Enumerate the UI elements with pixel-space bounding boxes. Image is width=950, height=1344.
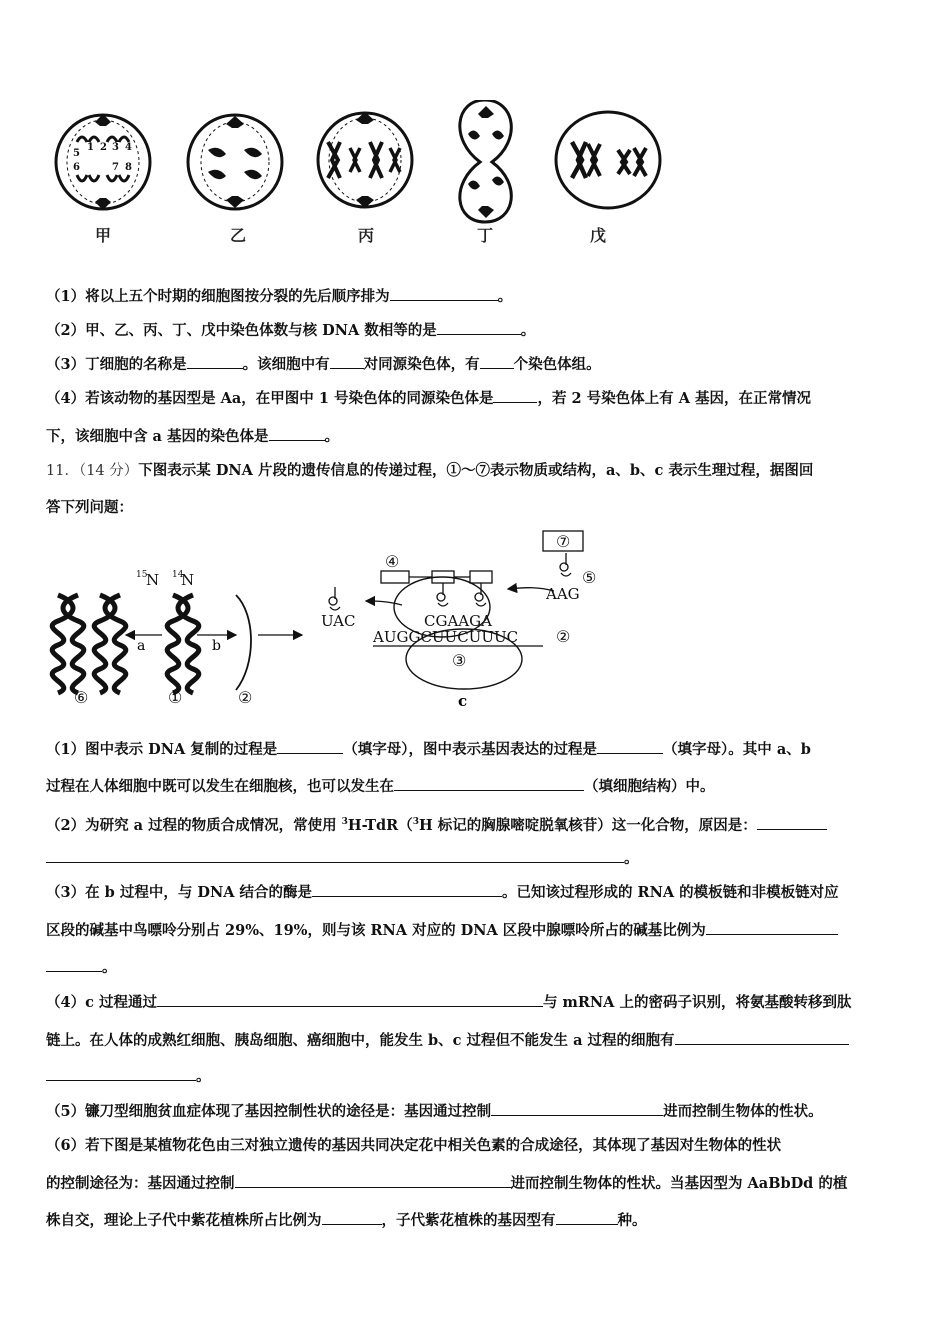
- answer-blank[interactable]: [322, 1210, 382, 1225]
- q10-part4: （4）若该动物的基因型是 Aa，在甲图中 1 号染色体的同源染色体是 ，若 2 号染色体上有 A 基因，在正常情况: [46, 390, 811, 407]
- q11-part1-cont: 过程在人体细胞中既可以发生在细胞核，也可以发生在 （填细胞结构）中。: [46, 778, 715, 795]
- q11-part4: （4）c 过程通过 与 mRNA 上的密码子识别，将氨基酸转移到肽: [46, 994, 852, 1011]
- answer-blank[interactable]: [437, 320, 521, 335]
- answer-blank[interactable]: [277, 739, 343, 754]
- gene-expression-diagram: [40, 525, 610, 720]
- jia-number-7: 7: [112, 162, 119, 173]
- dna-helix-6: [52, 595, 84, 693]
- jia-number-2: 2: [100, 142, 107, 153]
- anticodon-left: UAC: [321, 612, 356, 630]
- q10-part3: （3）丁细胞的名称是 。该细胞中有 对同源染色体，有 个染色体组。: [46, 356, 601, 373]
- circled-7: ⑦: [556, 532, 571, 551]
- answer-blank[interactable]: [390, 286, 498, 301]
- cell-label-bing: 丙: [358, 226, 375, 245]
- answer-blank[interactable]: [330, 354, 364, 369]
- q11-part2-cont: 。: [46, 848, 908, 869]
- q11-part3-cont: 区段的碱基中鸟嘌呤分别占 29%、19%，则与该 RNA 对应的 DNA 区段中腺嘌呤所占的碱基比例为: [46, 920, 908, 941]
- answer-blank[interactable]: [480, 354, 514, 369]
- process-b-label: b: [212, 638, 221, 654]
- q11-part6-cont: 的控制途径为：基因通过控制 进而控制生物体的性状。当基因型为 AaBbDd 的植: [46, 1175, 848, 1192]
- answer-blank[interactable]: [269, 426, 325, 441]
- jia-number-1: 1: [87, 142, 94, 153]
- isotope-15-mass: 15: [136, 570, 148, 580]
- circled-3: ③: [452, 651, 467, 670]
- jia-number-5: 5: [73, 148, 80, 159]
- cell-label-yi: 乙: [230, 226, 247, 245]
- q11-part1: （1）图中表示 DNA 复制的过程是 （填字母），图中表示基因表达的过程是 （填字母）。其中 a、b: [46, 741, 811, 758]
- q11-part3-cont2: 。: [46, 957, 908, 978]
- answer-blank[interactable]: [187, 354, 243, 369]
- answer-blank[interactable]: [493, 388, 537, 403]
- answer-blank[interactable]: [597, 739, 663, 754]
- jia-number-8: 8: [125, 162, 132, 173]
- dna-helix-1: [167, 595, 199, 693]
- circled-2-right: ②: [556, 627, 571, 646]
- cell-yi: [188, 115, 282, 209]
- jia-number-4: 4: [125, 142, 132, 153]
- answer-blank[interactable]: [157, 992, 543, 1007]
- cell-bing: [318, 112, 412, 208]
- mrna-sequence: AUGGCUUCUUUC: [373, 628, 519, 646]
- isotope-14-symbol: N: [181, 571, 195, 589]
- isotope-14-mass: 14: [172, 570, 184, 580]
- anticodon-right: AAG: [546, 585, 580, 603]
- dna-helix-6b: [94, 595, 126, 693]
- q11-intro: 11．（14 分）下图表示某 DNA 片段的遗传信息的传递过程，①～⑦表示物质或结构，a、b、c 表示生理过程，据图回: [46, 462, 814, 479]
- cell-division-figure: [40, 100, 680, 260]
- answer-blank[interactable]: [556, 1210, 618, 1225]
- q11-intro-cont: 答下列问题：: [46, 499, 133, 516]
- answer-blank[interactable]: [394, 776, 584, 791]
- answer-blank[interactable]: [491, 1101, 663, 1116]
- answer-blank[interactable]: [46, 848, 624, 863]
- cell-jia: [56, 114, 150, 210]
- process-a-label: a: [137, 638, 146, 654]
- q10-part1: （1）将以上五个时期的细胞图按分裂的先后顺序排为 。: [46, 288, 513, 305]
- anticodon-mid: CGAAGA: [424, 612, 492, 630]
- answer-blank[interactable]: [675, 1030, 849, 1045]
- answer-blank[interactable]: [235, 1173, 511, 1188]
- circled-1: ①: [168, 688, 183, 707]
- mrna-strand: [236, 595, 251, 690]
- isotope-15-symbol: N: [146, 571, 160, 589]
- answer-blank[interactable]: [46, 1066, 196, 1081]
- answer-blank[interactable]: [706, 920, 838, 935]
- peptide-chain: [381, 571, 409, 583]
- cell-ding: [460, 100, 511, 222]
- answer-blank[interactable]: [46, 957, 102, 972]
- cell-label-jia: 甲: [95, 226, 112, 245]
- circled-6: ⑥: [74, 688, 89, 707]
- cell-label-wu: 戊: [590, 226, 607, 245]
- q11-part2: （2）为研究 a 过程的物质合成情况，常使用 $^3$H-TdR（$^3$H 标记的胸腺嘧啶脱氧核苷）这一化合物，原因是：: [46, 812, 908, 836]
- process-c-label: c: [458, 692, 468, 710]
- q11-part6: （6）若下图是某植物花色由三对独立遗传的基因共同决定花中相关色素的合成途径，其体现了基因对生物体的性状: [46, 1137, 782, 1154]
- cell-label-ding: 丁: [477, 226, 494, 245]
- circled-4: ④: [385, 552, 400, 571]
- trna-left: [329, 587, 340, 610]
- q11-part4-cont2: 。: [46, 1066, 908, 1087]
- jia-number-6: 6: [73, 162, 80, 173]
- jia-number-3: 3: [112, 142, 119, 153]
- cell-wu: [556, 112, 660, 208]
- trna-right: [560, 553, 571, 576]
- q10-part4-cont: 下，该细胞中含 a 基因的染色体是 。: [46, 428, 339, 445]
- q11-part5: （5）镰刀型细胞贫血症体现了基因控制性状的途径是：基因通过控制 进而控制生物体的性状。: [46, 1103, 823, 1120]
- q10-part2: （2）甲、乙、丙、丁、戊中染色体数与核 DNA 数相等的是 。: [46, 322, 536, 339]
- q11-part6-cont2: 株自交，理论上子代中紫花植株所占比例为 ，子代紫花植株的基因型有 种。: [46, 1212, 647, 1229]
- answer-blank[interactable]: [312, 882, 502, 897]
- circled-2-left: ②: [238, 688, 253, 707]
- trna-mid-1: [437, 583, 448, 606]
- q11-part3: （3）在 b 过程中，与 DNA 结合的酶是 。已知该过程形成的 RNA 的模板链和非模板链对应: [46, 884, 839, 901]
- q11-part4-cont: 链上。在人体的成熟红细胞、胰岛细胞、癌细胞中，能发生 b、c 过程但不能发生 a 过程的细胞有: [46, 1030, 908, 1051]
- circled-5: ⑤: [582, 568, 597, 587]
- answer-blank[interactable]: [757, 815, 827, 830]
